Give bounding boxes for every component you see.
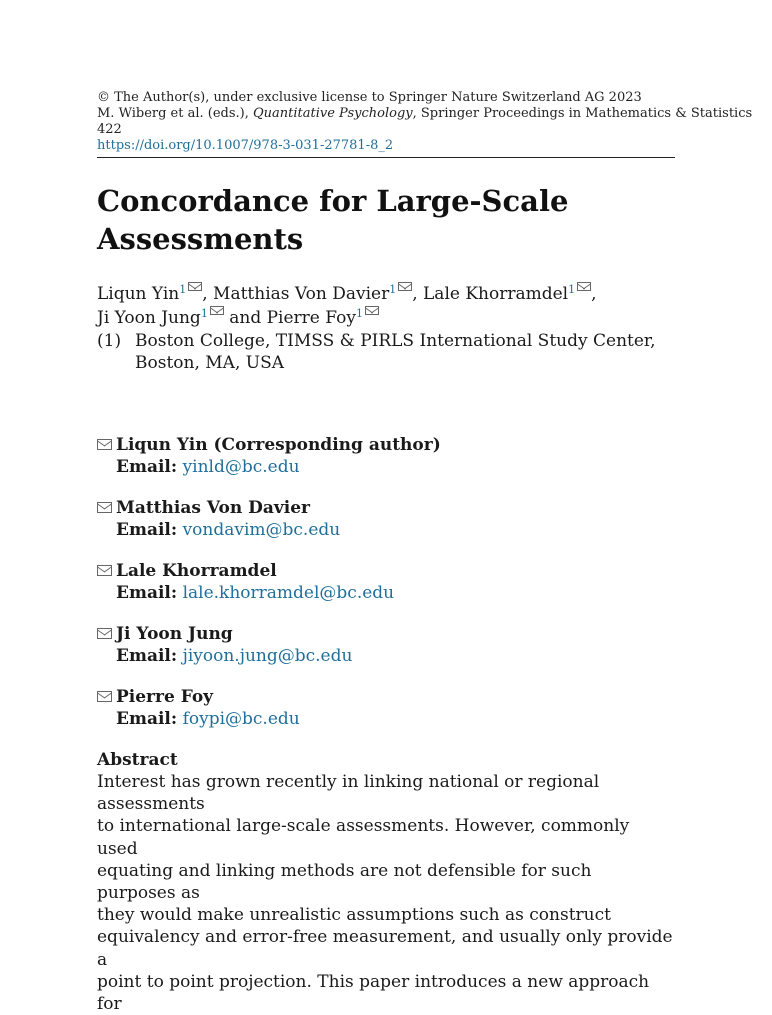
contact-list	[97, 434, 675, 730]
paper-page	[97, 90, 753, 1015]
abstract-line: equating and linking methods are not defensible for such purposes as	[97, 860, 592, 904]
email-link[interactable]: vondavim@bc.edu	[182, 520, 341, 540]
author-name: Pierre Foy	[266, 308, 356, 328]
abstract-heading: Abstract	[97, 750, 178, 770]
envelope-icon[interactable]	[188, 282, 202, 291]
contact-name: Ji Yoon Jung	[116, 624, 233, 644]
envelope-icon	[97, 691, 112, 702]
contact-entry	[97, 497, 675, 541]
abstract-line: equivalency and error-free measurement, and usually only provide a	[97, 927, 673, 970]
abstract-line: Interest has grown recently in linking national or regional assessments	[97, 772, 600, 815]
email-link[interactable]: lale.khorramdel@bc.edu	[182, 583, 395, 603]
volume-number: 422	[97, 122, 122, 137]
paper-title: Concordance for Large-Scale Assessments	[97, 184, 569, 256]
author-name: Ji Yoon Jung	[97, 308, 201, 328]
email-label: Email:	[116, 646, 178, 666]
envelope-icon	[97, 565, 112, 576]
author-name: Liqun Yin	[97, 284, 180, 304]
contact-name: Pierre Foy	[116, 687, 214, 707]
email-label: Email:	[116, 520, 178, 540]
contact-name: Lale Khorramdel	[116, 561, 277, 581]
envelope-icon[interactable]	[365, 306, 379, 315]
abstract-line: they would make unrealistic assumptions such as construct	[97, 905, 611, 926]
affiliation-ref[interactable]: 1	[179, 283, 187, 296]
envelope-icon[interactable]	[577, 282, 591, 291]
book-title: Quantitative Psychology	[253, 106, 413, 121]
contact-entry	[97, 686, 675, 730]
publication-header	[97, 90, 753, 154]
affiliation-ref[interactable]: 1	[389, 283, 397, 296]
contact-name: Matthias Von Davier	[116, 498, 310, 518]
affiliation-ref[interactable]: 1	[355, 307, 363, 320]
email-link[interactable]: yinld@bc.edu	[182, 457, 300, 477]
copyright-line: © The Author(s), under exclusive license to Springer Nature Switzerland AG 2023	[97, 90, 642, 105]
series-name: , Springer Proceedings in Mathematics & Statistics	[412, 106, 753, 121]
doi-link[interactable]: https://doi.org/10.1007/978-3-031-27781-8_2	[97, 138, 394, 153]
envelope-icon	[97, 439, 112, 450]
envelope-icon	[97, 502, 112, 513]
email-label: Email:	[116, 709, 178, 729]
affiliation	[97, 330, 675, 374]
affiliation-text: Boston College, TIMSS & PIRLS International Study Center, Boston, MA, USA	[135, 331, 656, 373]
editors: M. Wiberg et al. (eds.),	[97, 106, 253, 121]
email-label: Email:	[116, 583, 178, 603]
email-label: Email:	[116, 457, 178, 477]
email-link[interactable]: jiyoon.jung@bc.edu	[182, 646, 353, 666]
affiliation-ref[interactable]: 1	[200, 307, 208, 320]
envelope-icon	[97, 628, 112, 639]
abstract-line: to international large-scale assessments. However, commonly used	[97, 816, 630, 859]
affiliation-ref[interactable]: 1	[568, 283, 576, 296]
abstract-text	[97, 771, 675, 1015]
affiliation-number: (1)	[97, 331, 122, 351]
contact-entry	[97, 434, 675, 478]
abstract-line: point to point projection. This paper introduces a new approach for	[97, 971, 650, 1015]
citation-line	[97, 106, 753, 122]
header-divider	[97, 157, 675, 158]
author-list: Liqun Yin$^1$ , Matthias Von Davier$^1$ , Lale Khorramdel$^1$ , Ji Yoon Jung$^1$ and Pierre Foy$^1$	[97, 283, 597, 328]
author-name: Matthias Von Davier	[213, 284, 390, 304]
envelope-icon[interactable]	[398, 282, 412, 291]
author-name: Lale Khorramdel	[423, 284, 569, 304]
envelope-icon[interactable]	[210, 306, 224, 315]
contact-entry	[97, 623, 675, 667]
email-link[interactable]: foypi@bc.edu	[182, 709, 300, 729]
contact-name: Liqun Yin (Corresponding author)	[116, 435, 441, 455]
contact-entry	[97, 560, 675, 604]
